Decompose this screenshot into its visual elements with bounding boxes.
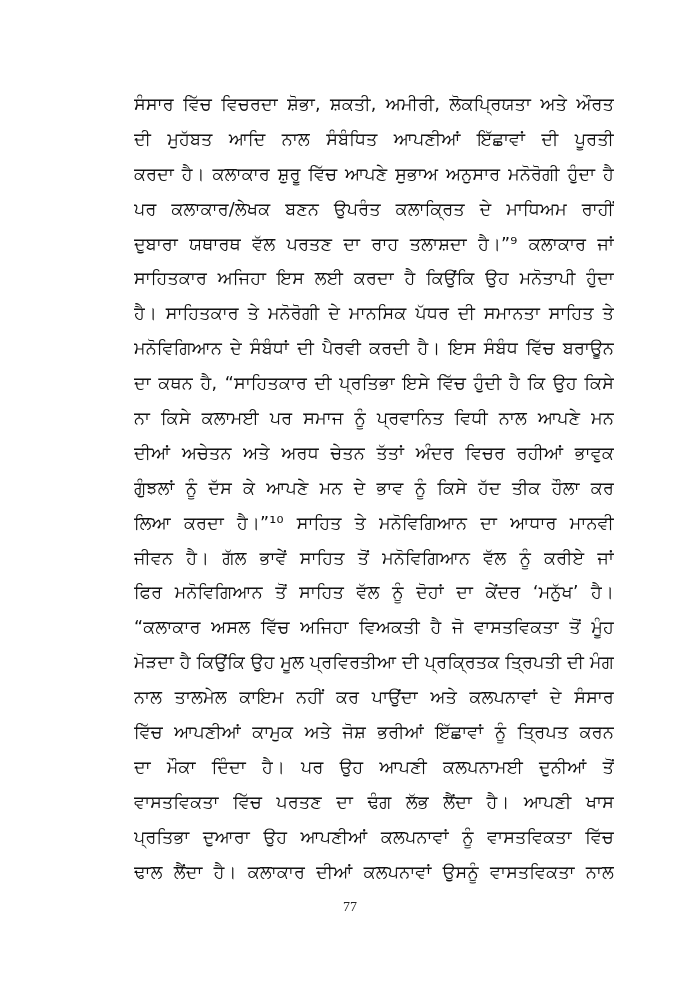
text-line: ਦੁਬਾਰਾ ਯਥਾਰਥ ਵੱਲ ਪਰਤਣ ਦਾ ਰਾਹ ਤਲਾਸ਼ਦਾ ਹੈ।”⁹ ਕਲਾਕਾਰ ਜਾਂ xyxy=(134,234,614,255)
text-line: “ਕਲਾਕਾਰ ਅਸਲ ਵਿੱਚ ਅਜਿਹਾ ਵਿਅਕਤੀ ਹੈ ਜੋ ਵਾਸਤਵਿਕਤਾ ਤੋਂ ਮੂੰਹ xyxy=(134,618,614,639)
text-line: ਹੈ। ਸਾਹਿਤਕਾਰ ਤੇ ਮਨੋਰੋਗੀ ਦੇ ਮਾਨਸਿਕ ਪੱਧਰ ਦੀ ਸਮਾਨਤਾ ਸਾਹਿਤ ਤੇ xyxy=(134,304,614,325)
text-line: ਮੋੜਦਾ ਹੈ ਕਿਉਂਕਿ ਉਹ ਮੂਲ ਪ੍ਰਵਿਰਤੀਆ ਦੀ ਪ੍ਰਕ੍ਰਿਤਕ ਤ੍ਰਿਪਤੀ ਦੀ ਮੰਗ xyxy=(134,653,614,674)
text-line: ਸੰਸਾਰ ਵਿੱਚ ਵਿਚਰਦਾ ਸ਼ੋਭਾ, ਸ਼ਕਤੀ, ਅਮੀਰੀ, ਲੋਕਪ੍ਰਿਯਤਾ ਅਤੇ ਔਰਤ xyxy=(134,95,614,115)
text-line: ਨਾਲ ਤਾਲਮੇਲ ਕਾਇਮ ਨਹੀਂ ਕਰ ਪਾਉਂਦਾ ਅਤੇ ਕਲਪਨਾਵਾਂ ਦੇ ਸੰਸਾਰ xyxy=(134,688,614,709)
text-line: ਦੀਆਂ ਅਚੇਤਨ ਅਤੇ ਅਰਧ ਚੇਤਨ ਤੱਤਾਂ ਅੰਦਰ ਵਿਚਰ ਰਹੀਆਂ ਭਾਵੁਕ xyxy=(134,443,614,464)
text-line: ਗੁੰਝਲਾਂ ਨੂੰ ਦੱਸ ਕੇ ਆਪਣੇ ਮਨ ਦੇ ਭਾਵ ਨੂੰ ਕਿਸੇ ਹੱਦ ਤੀਕ ਹੌਲਾ ਕਰ xyxy=(134,478,614,499)
text-line: ਦਾ ਕਥਨ ਹੈ, “ਸਾਹਿਤਕਾਰ ਦੀ ਪ੍ਰਤਿਭਾ ਇਸੇ ਵਿੱਚ ਹੁੰਦੀ ਹੈ ਕਿ ਉਹ ਕਿਸੇ xyxy=(134,374,614,395)
text-line: ਦੀ ਮੁਹੱਬਤ ਆਦਿ ਨਾਲ ਸੰਬੰਧਿਤ ਆਪਣੀਆਂ ਇੱਛਾਵਾਂ ਦੀ ਪੂਰਤੀ xyxy=(134,129,614,150)
text-line: ਮਨੋਵਿਗਿਆਨ ਦੇ ਸੰਬੰਧਾਂ ਦੀ ਪੈਰਵੀ ਕਰਦੀ ਹੈ। ਇਸ ਸੰਬੰਧ ਵਿੱਚ ਬਰਾਊਨ xyxy=(134,339,614,360)
body-paragraph xyxy=(134,88,614,890)
text-line: ਪਰ ਕਲਾਕਾਰ/ਲੇਖਕ ਬਣਨ ਉਪਰੰਤ ਕਲਾਕ੍ਰਿਤ ਦੇ ਮਾਧਿਅਮ ਰਾਹੀਂ xyxy=(134,199,614,220)
text-line: ਸਾਹਿਤਕਾਰ ਅਜਿਹਾ ਇਸ ਲਈ ਕਰਦਾ ਹੈ ਕਿਉਂਕਿ ਉਹ ਮਨੋਤਾਪੀ ਹੁੰਦਾ xyxy=(134,269,614,290)
text-line: ਵਾਸਤਵਿਕਤਾ ਵਿੱਚ ਪਰਤਣ ਦਾ ਢੰਗ ਲੱਭ ਲੈਂਦਾ ਹੈ। ਆਪਣੀ ਖਾਸ xyxy=(134,792,614,813)
text-line: ਨਾ ਕਿਸੇ ਕਲਾਮਈ ਪਰ ਸਮਾਜ ਨੂੰ ਪ੍ਰਵਾਨਿਤ ਵਿਧੀ ਨਾਲ ਆਪਣੇ ਮਨ xyxy=(134,409,614,430)
text-line: ਪ੍ਰਤਿਭਾ ਦੁਆਰਾ ਉਹ ਆਪਣੀਆਂ ਕਲਪਨਾਵਾਂ ਨੂੰ ਵਾਸਤਵਿਕਤਾ ਵਿੱਚ xyxy=(134,827,614,848)
text-line: ਢਾਲ ਲੈਂਦਾ ਹੈ। ਕਲਾਕਾਰ ਦੀਆਂ ਕਲਪਨਾਵਾਂ ਉਸਨੂੰ ਵਾਸਤਵਿਕਤਾ ਨਾਲ xyxy=(134,862,614,883)
text-line: ਜੀਵਨ ਹੈ। ਗੱਲ ਭਾਵੇਂ ਸਾਹਿਤ ਤੋਂ ਮਨੋਵਿਗਿਆਨ ਵੱਲ ਨੂੰ ਕਰੀਏ ਜਾਂ xyxy=(134,548,614,569)
text-line: ਦਾ ਮੌਕਾ ਦਿੰਦਾ ਹੈ। ਪਰ ਉਹ ਆਪਣੀ ਕਲਪਨਾਮਈ ਦੁਨੀਆਂ ਤੋਂ xyxy=(134,757,614,778)
text-line: ਵਿੱਚ ਆਪਣੀਆਂ ਕਾਮੁਕ ਅਤੇ ਜੋਸ਼ ਭਰੀਆਂ ਇੱਛਾਵਾਂ ਨੂੰ ਤ੍ਰਿਪਤ ਕਰਨ xyxy=(134,723,614,744)
text-line: ਲਿਆ ਕਰਦਾ ਹੈ।”¹⁰ ਸਾਹਿਤ ਤੇ ਮਨੋਵਿਗਿਆਨ ਦਾ ਆਧਾਰ ਮਾਨਵੀ xyxy=(134,513,614,534)
text-line: ਕਰਦਾ ਹੈ। ਕਲਾਕਾਰ ਸ਼ੁਰੂ ਵਿੱਚ ਆਪਣੇ ਸੁਭਾਅ ਅਨੁਸਾਰ ਮਨੋਰੋਗੀ ਹੁੰਦਾ ਹੈ xyxy=(134,164,614,185)
text-line: ਫਿਰ ਮਨੋਵਿਗਿਆਨ ਤੋਂ ਸਾਹਿਤ ਵੱਲ ਨੂੰ ਦੋਹਾਂ ਦਾ ਕੇਂਦਰ ‘ਮਨੁੱਖ’ ਹੈ। xyxy=(134,583,614,604)
page-number: 77 xyxy=(343,900,357,915)
